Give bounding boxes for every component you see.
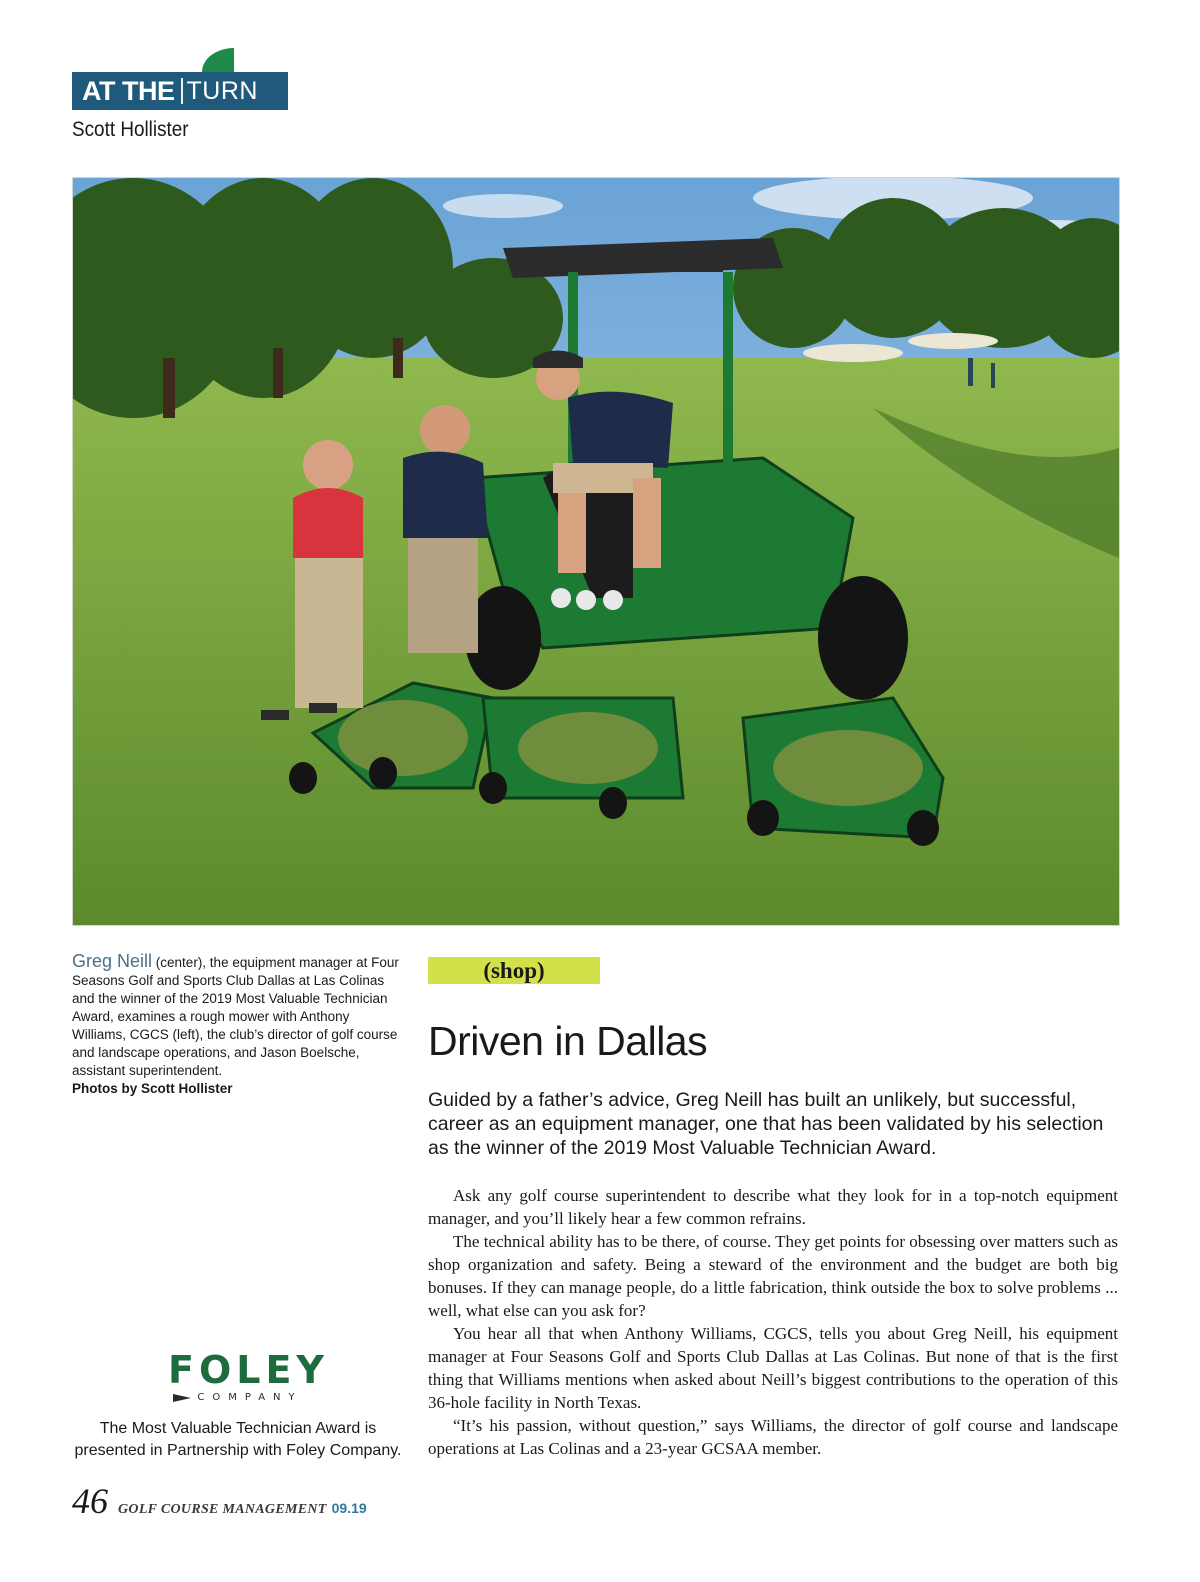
golf-course-mower-photo-icon bbox=[73, 178, 1119, 925]
foley-logo-word: FOLEY bbox=[168, 1348, 329, 1392]
foley-logo-subline bbox=[168, 1392, 308, 1403]
caption-subject-name: Greg Neill bbox=[72, 951, 153, 971]
article-body bbox=[428, 1184, 1118, 1460]
article-deck: Guided by a father’s advice, Greg Neill has built an unlikely, but successful, career as an equipment manager, one that has been validated by his selection as the winner of the 2019 Most Valuable Technician Award. bbox=[428, 1089, 1104, 1159]
page-number: 46 bbox=[72, 1481, 108, 1521]
issue-date: 09.19 bbox=[331, 1500, 367, 1516]
arrow-icon bbox=[173, 1394, 191, 1402]
body-paragraph: You hear all that when Anthony Williams, CGCS, tells you about Greg Neill, his equipment manager at Four Seasons Golf and Sports Club Dallas at Las Colinas. But none of that is the first thing that Williams mentions when asked about Neill’s biggest contributions to the operation of this 36-hole facility in North Texas. bbox=[428, 1324, 1118, 1412]
department-label-bold: AT THE bbox=[82, 75, 175, 106]
section-tag bbox=[428, 957, 600, 984]
article-headline: Driven in Dallas bbox=[428, 1018, 708, 1064]
department-label-light: TURN bbox=[186, 76, 258, 105]
department-divider bbox=[181, 78, 183, 104]
magazine-name: GOLF COURSE MANAGEMENT bbox=[118, 1502, 327, 1517]
body-paragraph: “It’s his passion, without question,” says Williams, the director of golf course and landscape operations at Las Colinas and a 23-year GCSAA member. bbox=[428, 1416, 1118, 1458]
section-tag-label: (shop) bbox=[483, 958, 545, 983]
foley-logo-company: COMPANY bbox=[197, 1392, 303, 1403]
caption-text: (center), the equipment manager at Four Seasons Golf and Sports Club Dallas at Las Colinas and the winner of the 2019 Most Valuable Technician Award, examines a rough mower with Anthony Williams, CGCS (left), the club’s director of golf course and landscape operations, and Jason Boelsche, assistant superintendent. bbox=[72, 955, 399, 1078]
article-photo bbox=[72, 177, 1120, 926]
department-header bbox=[72, 72, 288, 110]
author-byline: Scott Hollister bbox=[72, 118, 189, 141]
foley-company-logo bbox=[168, 1348, 329, 1403]
photo-caption bbox=[72, 952, 404, 1098]
body-paragraph: Ask any golf course superintendent to describe what they look for in a top-notch equipment manager, and you’ll likely hear a few common refrains. bbox=[428, 1186, 1118, 1228]
page-footer bbox=[72, 1480, 367, 1522]
photo-credit: Photos by Scott Hollister bbox=[72, 1081, 233, 1096]
body-paragraph: The technical ability has to be there, of course. They get points for obsessing over matters such as shop organization and safety. Being a steward of the environment and the budget are both big bonuses. If they can manage people, do a little fabrication, think outside the box to solve problems ... well, what else can you ask for? bbox=[428, 1232, 1118, 1320]
sponsor-note: The Most Valuable Technician Award is presented in Partnership with Foley Company. bbox=[74, 1420, 402, 1459]
header-tab-shape bbox=[202, 48, 234, 72]
